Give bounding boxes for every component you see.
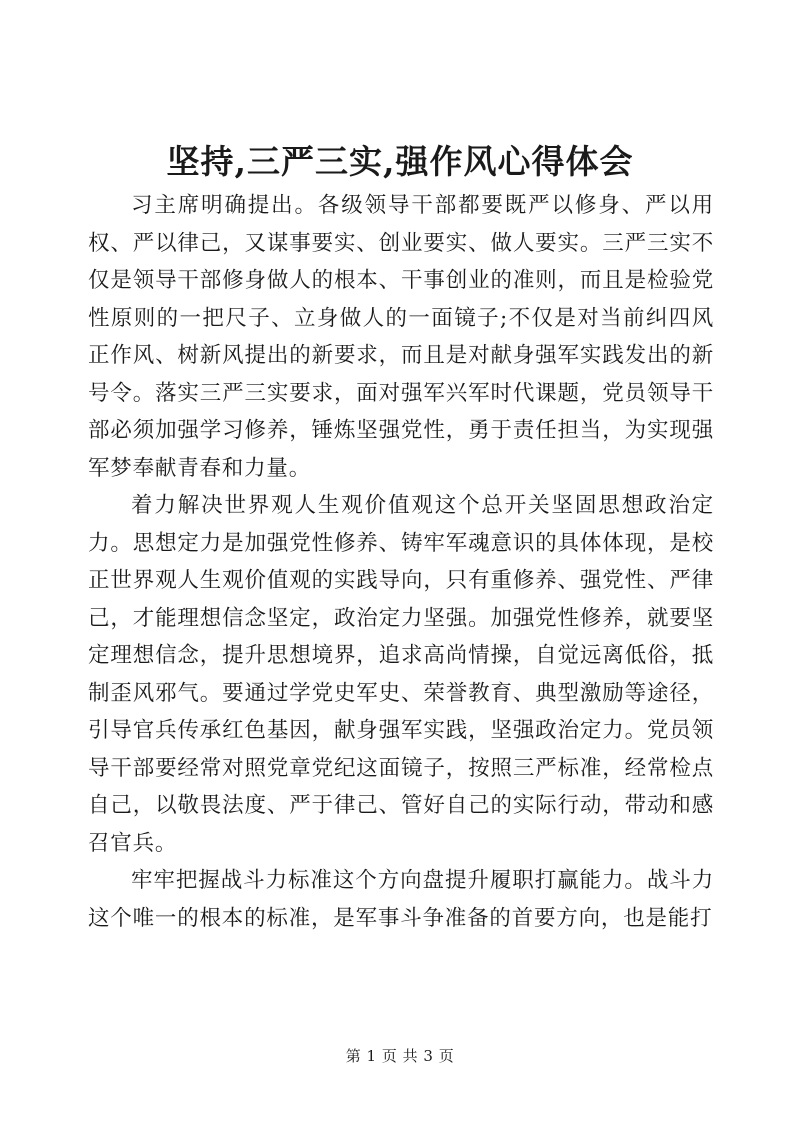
document-title: 坚持,三严三实,强作风心得体会 <box>166 142 634 181</box>
paragraph-1: 习主席明确提出。各级领导干部都要既严以修身、严以用权、严以律己，又谋事要实、创业要实、做人要实。三严三实不仅是领导干部修身做人的根本、干事创业的准则，而且是检验党性原则的一把尺子、立身做人的一面镜子;不仅是对当前纠四风正作风、树新风提出的新要求，而且是对献身强军实践发出的新号令。落实三严三实要求，面对强军兴军时代课题，党员领导干部必须加强学习修养，锤炼坚强党性，勇于责任担当，为实现强军梦奉献青春和力量。 <box>88 193 714 481</box>
paragraph-2: 着力解决世界观人生观价值观这个总开关坚固思想政治定力。思想定力是加强党性修养、铸牢军魂意识的具体体现，是校正世界观人生观价值观的实践导向，只有重修养、强党性、严律己，才能理想信念坚定，政治定力坚强。加强党性修养，就要坚定理想信念，提升思想境界，追求高尚情操，自觉远离低俗，抵制歪风邪气。要通过学党史军史、荣誉教育、典型激励等途径，引导官兵传承红色基因，献身强军实践，坚强政治定力。党员领导干部要经常对照党章党纪这面镜子，按照三严标准，经常检点自己，以敬畏法度、严于律己、管好自己的实际行动，带动和感召官兵。 <box>88 493 714 856</box>
page-footer: 第 1 页 共 3 页 <box>345 1047 455 1065</box>
document-body <box>88 187 714 937</box>
paragraph-3: 牢牢把握战斗力标准这个方向盘提升履职打赢能力。战斗力这个唯一的根本的标准，是军事斗争准备的首要方向，也是能打 <box>88 868 714 931</box>
